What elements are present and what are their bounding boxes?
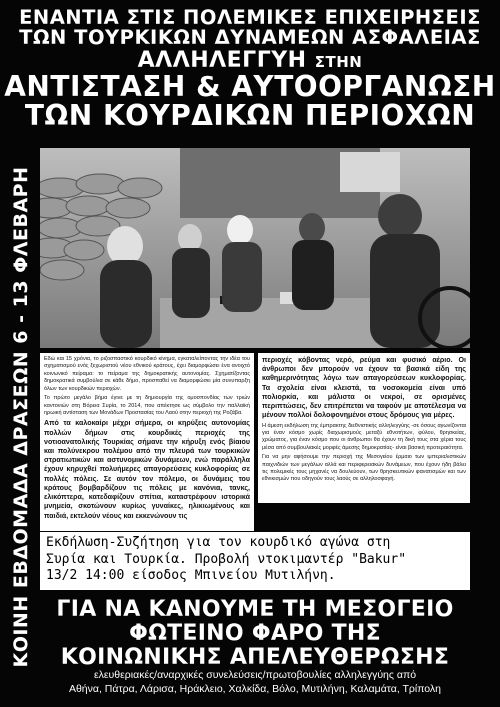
headline-line-3 [0,49,500,72]
article-paragraph: Εδώ και 15 χρόνια, το ριζοσπαστικό κουρδικό κίνημα, εγκαταλείποντας την ιδέα του σχηματισμού ενός ξεχωριστού νέου εθνικού κράτους, έχει διαμορφώσει ένα ανοιχτό κοινωνικό πείραμα: το πείραμα της δημοκρατικής αυτονομίας. Σχηματίζοντας δημοκρατικά συμβούλια σε κάθε δήμο, προσπαθεί να διαμορφώσει μία συνυπαρξη όλων των κουρδικών περιοχών. [44,356,250,392]
headline-line-4: ΑΝΤΙΣΤΑΣΗ & ΑΥΤΟΟΡΓΑΝΩΣΗ [4,70,496,104]
photo-illustration [40,148,470,348]
headline-line-2: ΤΩΝ ΤΟΥΡΚΙΚΩΝ ΔΥΝΑΜΕΩΝ ΑΣΦΑΛΕΙΑΣ [19,26,481,50]
event-line-1: Εκδήλωση-Συζήτηση για τον κουρδικό αγώνα στη [46,535,391,550]
side-banner [4,148,38,686]
headline-line-5: ΤΩΝ ΚΟΥΡΔΙΚΩΝ ΠΕΡΙΟΧΩΝ [24,99,476,133]
article-column-left [40,353,254,531]
headline-to-the: ΣΤΗΝ [314,52,363,71]
article-column-right [258,353,470,503]
article-paragraph-bold: Από τα καλοκαίρι μέχρι σήμερα, οι κηρύξεις αυτονομίας πολλών δήμων στις κουρδικές περιοχές της νοτιοανατολικής Τουρκίας σήμανε την κήρυξη ενός βίαιου και πολύνεκρου πολέμου από την πλευρά των τουρκικών στρατιωτικών και αστυνομικών δυνάμεων, ενώ παράλληλα έχουν κηρυχθεί πολυήμερες απαγορεύσεις κυκλοφορίας σε πολλές πόλεις. Σε αυτόν τον πόλεμο, οι δυνάμεις του κράτους βομβαρδίζουν τις πόλεις με κανόνια, τανκς, ελικόπτερα, κατεδαφίζουν σπίτια, καταστρέφουν ιστορικά μνημεία, σκοτώνουν κυρίως γυναίκες, ηλικιωμένους και παιδιά, εκτελούν νέους και εκκενώνουν τις [44,419,250,520]
event-line-2: Συρία και Τουρκία. Προβολή ντοκιμαντέρ "Bakur" [46,551,407,567]
footer-line-2: Αθήνα, Πάτρα, Λάρισα, Ηράκλειο, Χαλκίδα, Βόλο, Μυτιλήνη, Καλαμάτα, Τρίπολη [68,683,442,696]
slogan-line-1: ΓΙΑ ΝΑ ΚΑΝΟΥΜΕ ΤΗ ΜΕΣΟΓΕΙΟ [56,597,454,622]
headline-solidarity: ΑΛΛΗΛΕΓΓΥΗ [137,47,307,73]
poster-headline [0,8,500,131]
slogan-line-2: ΦΩΤΕΙΝΟ ΦΑΡΟ ΤΗΣ [129,621,381,647]
organizers-footer [40,668,470,696]
event-announcement [40,532,470,590]
article-paragraph: Για να μην αφήσουμε την περιοχή της Μεσογείου έρμαιο των ιμπεριαλιστικών παιχνιδιών των μεγάλων αλλά και περιφερειακών δυνάμεων, που έχουν ήδη βάλει τις πολεμικές τους μηχανές να δουλεύουν, των θρησκευτικών φανατισμών και των εθνικισμών που οδηγούν τους λαούς σε αλληλοσφαγή. [262,454,466,483]
slogan [40,598,470,671]
slogan-line-3: ΚΟΙΝΩΝΙΚΗΣ ΑΠΕΛΕΥΘΕΡΩΣΗΣ [60,645,450,671]
photo-women-fighters [40,148,470,348]
headline-line-1: ΕΝΑΝΤΙΑ ΣΤΙΣ ΠΟΛΕΜΙΚΕΣ ΕΠΙΧΕΙΡΗΣΕΙΣ [19,6,481,29]
event-line-3: 13/2 14:00 είσοδος Μπινείου Μυτιλήνη. [46,568,336,584]
footer-line-1: ελευθεριακές/αναρχικές συνελεύσεις/πρωτοβουλίες αλληλεγγύης από [93,669,417,681]
article-paragraph: Η άμεση εκδήλωση της έμπρακτης διεθνιστικής αλληλεγγύης -σε όσους αγωνίζονται για έναν κόσμο χωρίς διαχωρισμούς μεταξύ εθνοτήτων, φύλου, θρησκείας, χρώματος, για έναν κόσμο που οι άνθρωποι θα έχουν τη δική τους στα χέρια τους μέσα από συμβουλιακές μορφές άμεσης δημοκρατίας- είναι βασική προτεραιότητα. [262,422,466,451]
side-banner-text: ΚΟΙΝΗ ΕΒΔΟΜΑΔΑ ΔΡΑΣΕΩΝ 6 - 13 ΦΛΕΒΑΡΗ [10,166,32,668]
article-paragraph-bold: περιοχές κόβοντας νερό, ρεύμα και φυσικό αέριο. Οι άνθρωποι δεν μπορούν να έχουν τα βασικά είδη της καθημερινότητας λόγω των απαγορεύσεων κυκλοφορίας. Τα σχολεία είναι κλειστά, τα νοσοκομεία είναι υπό πολιορκία, και μάλιστα οι νεκροί, σε ορισμένες περιπτώσεις, δεν επιτρέπεται να ταφούν με αποτέλεσμα να μένουν πολλοί δολοφονημένοι στους δρόμους για μέρες. [262,356,466,420]
article-paragraph: Το πρώτο μεγάλο βήμα έγινε με τη δημιουργία της ομοσπονδίας των τριών καντονιών στη Βόρεια Συρία, το 2014, που απέκτησε ως σύμβολο την παλλαϊκή ηρωική αντίσταση των Μονάδων Προστασίας του Λαού στην περιοχή της Ροζάβα. [44,395,250,416]
